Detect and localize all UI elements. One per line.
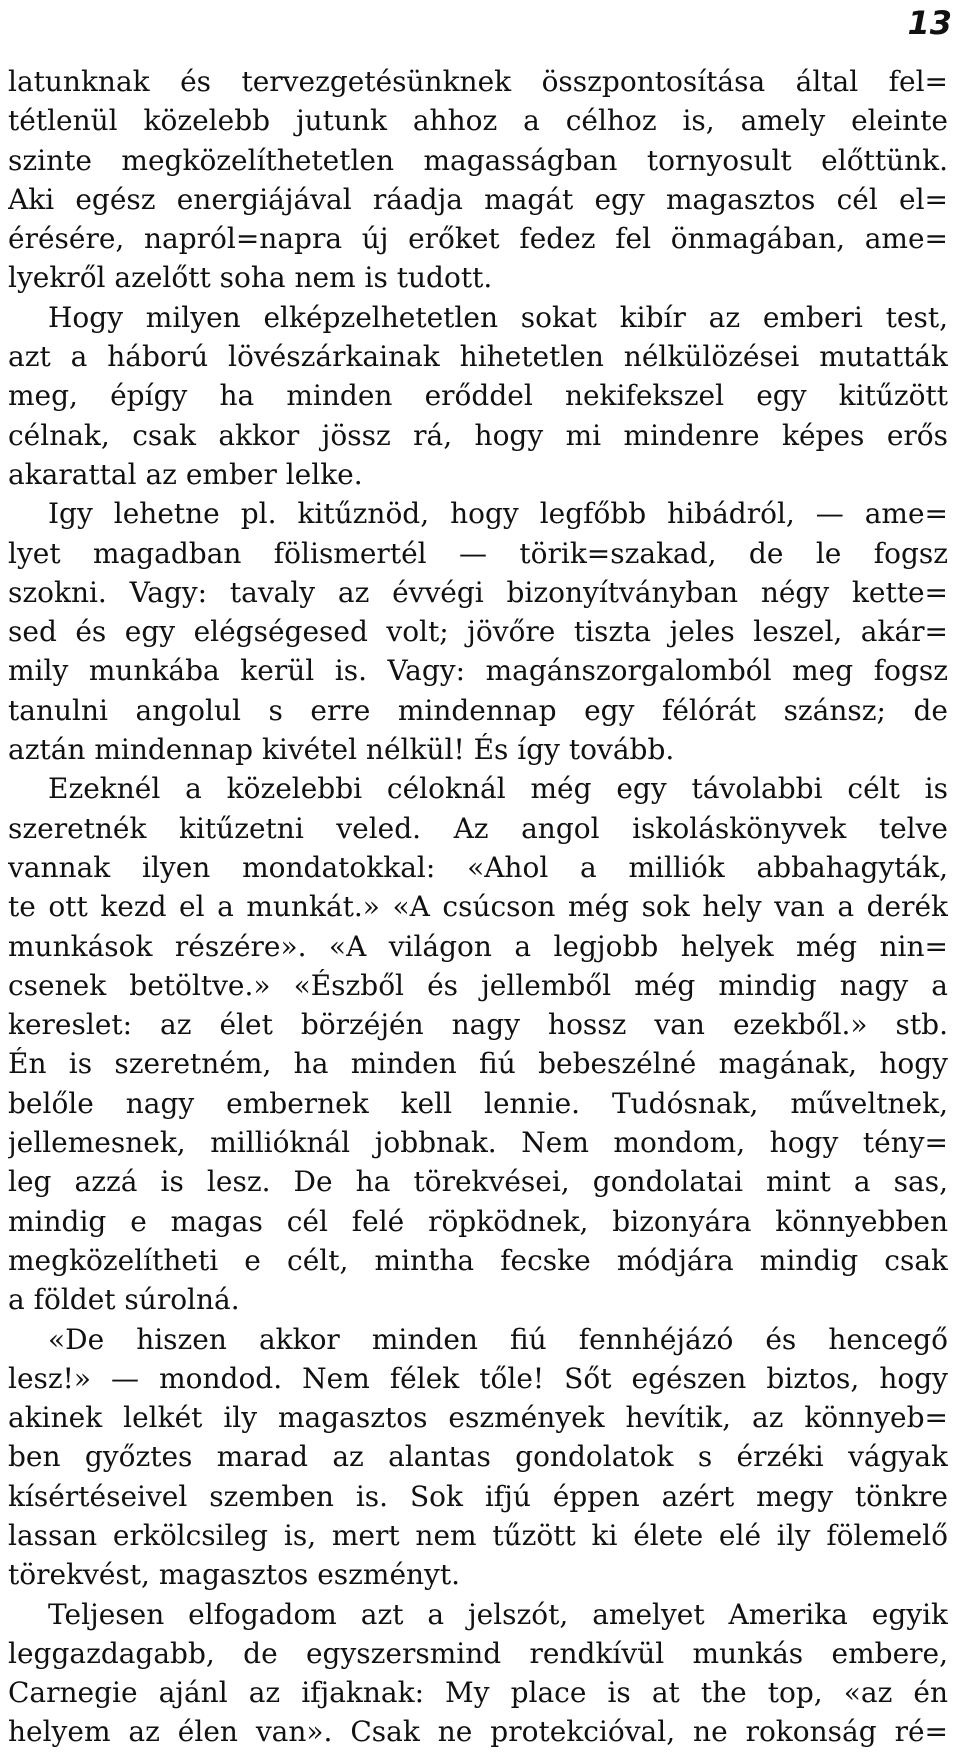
text-line: lesz!» — mondod. Nem félek tőle! Sőt egészen biztos, hogy: [8, 1361, 948, 1395]
text-line: sed és egy elégségesed volt; jövőre tiszta jeles leszel, akár=: [8, 615, 948, 649]
text-line: Ezeknél a közelebbi céloknál még egy távolabbi célt is: [48, 772, 948, 806]
text-line: lyet magadban fölismertél — törik=szakad, de le fogsz: [8, 536, 948, 570]
text-line: megközelítheti e célt, mintha fecske módjára mindig csak: [8, 1243, 948, 1277]
text-line: tétlenül közelebb jutunk ahhoz a célhoz is, amely eleinte: [8, 104, 948, 138]
text-line: Teljesen elfogadom azt a jelszót, amelyet Amerika egyik: [48, 1597, 948, 1631]
text-line: Igy lehetne pl. kitűznöd, hogy legfőbb hibádról, — ame=: [48, 497, 948, 531]
text-line: akinek lelkét ily magasztos eszmények hevítik, az könnyeb=: [8, 1401, 948, 1435]
text-line: a földet súrolná.: [8, 1283, 240, 1317]
text-line: ben győztes marad az alantas gondolatok s érzéki vágyak: [8, 1440, 948, 1474]
text-line: tanulni angolul s erre mindennap egy félórát szánsz; de: [8, 693, 948, 727]
text-line: jellemesnek, millióknál jobbnak. Nem mondom, hogy tény=: [8, 1126, 948, 1160]
text-line: leggazdagabb, de egyszersmind rendkívül munkás embere,: [8, 1636, 948, 1670]
text-line: akarattal az ember lelke.: [8, 457, 363, 491]
text-line: mindig e magas cél felé röpködnek, bizonyára könnyebben: [8, 1204, 948, 1238]
text-line: célnak, csak akkor jössz rá, hogy mi mindenre képes erős: [8, 418, 948, 452]
text-line: csenek betöltve.» «Észből és jellemből még mindig nagy a: [8, 968, 948, 1002]
page-number: 13: [907, 4, 952, 42]
text-line: azt a háború lövészárkainak hihetetlen nélkülözései mutatták: [8, 340, 948, 374]
text-line: kereslet: az élet börzéjén nagy hossz van ezekből.» stb.: [8, 1008, 948, 1042]
text-line: mily munkába kerül is. Vagy: magánszorgalomból meg fogsz: [8, 654, 948, 688]
text-line: szinte megközelíthetetlen magasságban tornyosult előttünk.: [8, 143, 948, 177]
text-line: latunknak és tervezgetésünknek összpontosítása által fel=: [8, 65, 948, 98]
text-line: Hogy milyen elképzelhetetlen sokat kibír az emberi test,: [48, 300, 948, 334]
text-line: lassan erkölcsileg is, mert nem tűzött ki élete elé ily fölemelő: [8, 1518, 948, 1552]
text-line: Carnegie ajánl az ifjaknak: My place is at the top, «az én: [8, 1676, 948, 1710]
text-line: vannak ilyen mondatokkal: «Ahol a milliók abbahagyták,: [8, 850, 948, 884]
text-line: szeretnék kitűzetni veled. Az angol iskoláskönyvek telve: [8, 811, 948, 845]
text-line: helyem az élen van». Csak ne protekcióval, ne rokonság ré=: [8, 1715, 948, 1749]
text-line: szokni. Vagy: tavaly az évvégi bizonyítványban négy kette=: [8, 575, 948, 609]
text-line: Én is szeretném, ha minden fiú bebeszélné magának, hogy: [8, 1047, 948, 1081]
body-text: [8, 62, 948, 1752]
text-line: érésére, napról=napra új erőket fedez fel önmagában, ame=: [8, 222, 948, 256]
text-line: leg azzá is lesz. De ha törekvései, gondolatai mint a sas,: [8, 1165, 948, 1199]
text-line: te ott kezd el a munkát.» «A csúcson még sok hely van a derék: [8, 890, 948, 924]
text-line: aztán mindennap kivétel nélkül! És így tovább.: [8, 733, 675, 767]
text-line: Aki egész energiájával ráadja magát egy magasztos cél el=: [8, 182, 948, 216]
text-line: törekvést, magasztos eszményt.: [8, 1558, 461, 1592]
text-line: meg, épígy ha minden erőddel nekifekszel egy kitűzött: [8, 379, 948, 413]
text-line: kísértéseivel szemben is. Sok ifjú éppen azért megy tönkre: [8, 1479, 948, 1513]
text-line: lyekről azelőtt soha nem is tudott.: [8, 261, 493, 295]
text-line: munkások részére». «A világon a legjobb helyek még nin=: [8, 929, 948, 963]
text-line: belőle nagy embernek kell lennie. Tudósnak, műveltnek,: [8, 1086, 948, 1120]
text-line: «De hiszen akkor minden fiú fennhéjázó és hencegő: [48, 1322, 948, 1356]
